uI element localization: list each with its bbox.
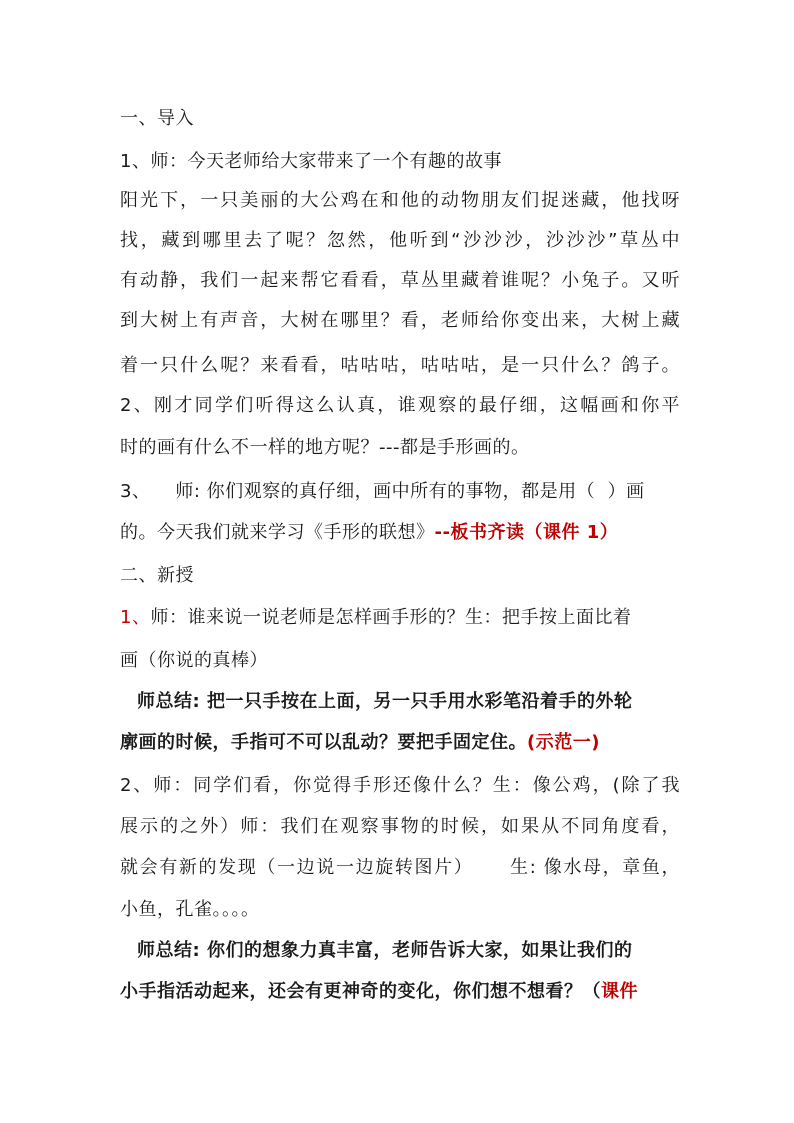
story-line-2: 找，藏到哪里去了呢？忽然，他听到“沙沙沙，沙沙沙”草丛中	[120, 230, 680, 251]
courseware-note: 课件	[601, 981, 638, 1002]
story-line-4: 到大树上有声音，大树在哪里？看，老师给你变出来，大树上藏	[120, 310, 680, 331]
paragraph-item-1: 1、师：今天老师给大家带来了一个有趣的故事	[120, 151, 502, 172]
new-item-1-number: 1、	[120, 607, 151, 628]
new-item-1-line-2: 画（你说的真棒）	[120, 650, 268, 671]
summary-2-line-1: 师总结: 你们的想象力真丰富，老师告诉大家，如果让我们的	[137, 940, 633, 961]
demo-note: (示范一)	[527, 732, 600, 753]
summary-2-line-2	[120, 980, 680, 1004]
paragraph-item-3-line-1: 3、 师: 你们观察的真仔细，画中所有的事物，都是用（ ）画	[120, 481, 645, 502]
summary-1-text: 廓画的时候，手指可不可以乱动？要把手固定住。	[120, 732, 527, 753]
new-item-2-line-2: 展示的之外）师：我们在观察事物的时候，如果从不同角度看，	[120, 816, 680, 837]
new-item-1-line-1	[120, 606, 680, 630]
summary-2-text: 小手指活动起来，还会有更神奇的变化，你们想不想看？（	[120, 981, 601, 1002]
summary-1-line-1: 师总结: 把一只手按在上面，另一只手用水彩笔沿着手的外轮	[137, 691, 633, 712]
section-heading-intro: 一、导入	[120, 108, 194, 129]
item-3-text: 的。今天我们就来学习《手形的联想》	[120, 522, 435, 543]
board-writing-note: --板书齐读（课件 1）	[434, 522, 619, 543]
paragraph-item-3-line-2	[120, 521, 680, 545]
story-line-5: 着一只什么呢？来看看，咕咕咕，咕咕咕，是一只什么？鸽子。	[120, 355, 680, 376]
story-line-1: 阳光下，一只美丽的大公鸡在和他的动物朋友们捉迷藏，他找呀	[120, 190, 680, 211]
paragraph-item-2-line-1: 2、刚才同学们听得这么认真，谁观察的最仔细，这幅画和你平	[120, 395, 680, 416]
new-item-2-line-1: 2、师：同学们看，你觉得手形还像什么？生：像公鸡，(除了我	[120, 775, 680, 796]
paragraph-item-2-line-2: 时的画有什么不一样的地方呢？---都是手形画的。	[120, 437, 530, 458]
summary-1-line-2	[120, 731, 680, 755]
story-line-3: 有动静，我们一起来帮它看看，草丛里藏着谁呢？小兔子。又听	[120, 270, 680, 291]
new-item-2-line-3: 就会有新的发现（一边说一边旋转图片） 生: 像水母，章鱼，	[120, 857, 680, 878]
new-item-1-text: 师：谁来说一说老师是怎样画手形的？生：把手按上面比着	[150, 607, 632, 628]
new-item-2-line-4: 小鱼，孔雀。。。。	[120, 899, 260, 920]
section-heading-new-lesson: 二、新授	[120, 565, 194, 586]
